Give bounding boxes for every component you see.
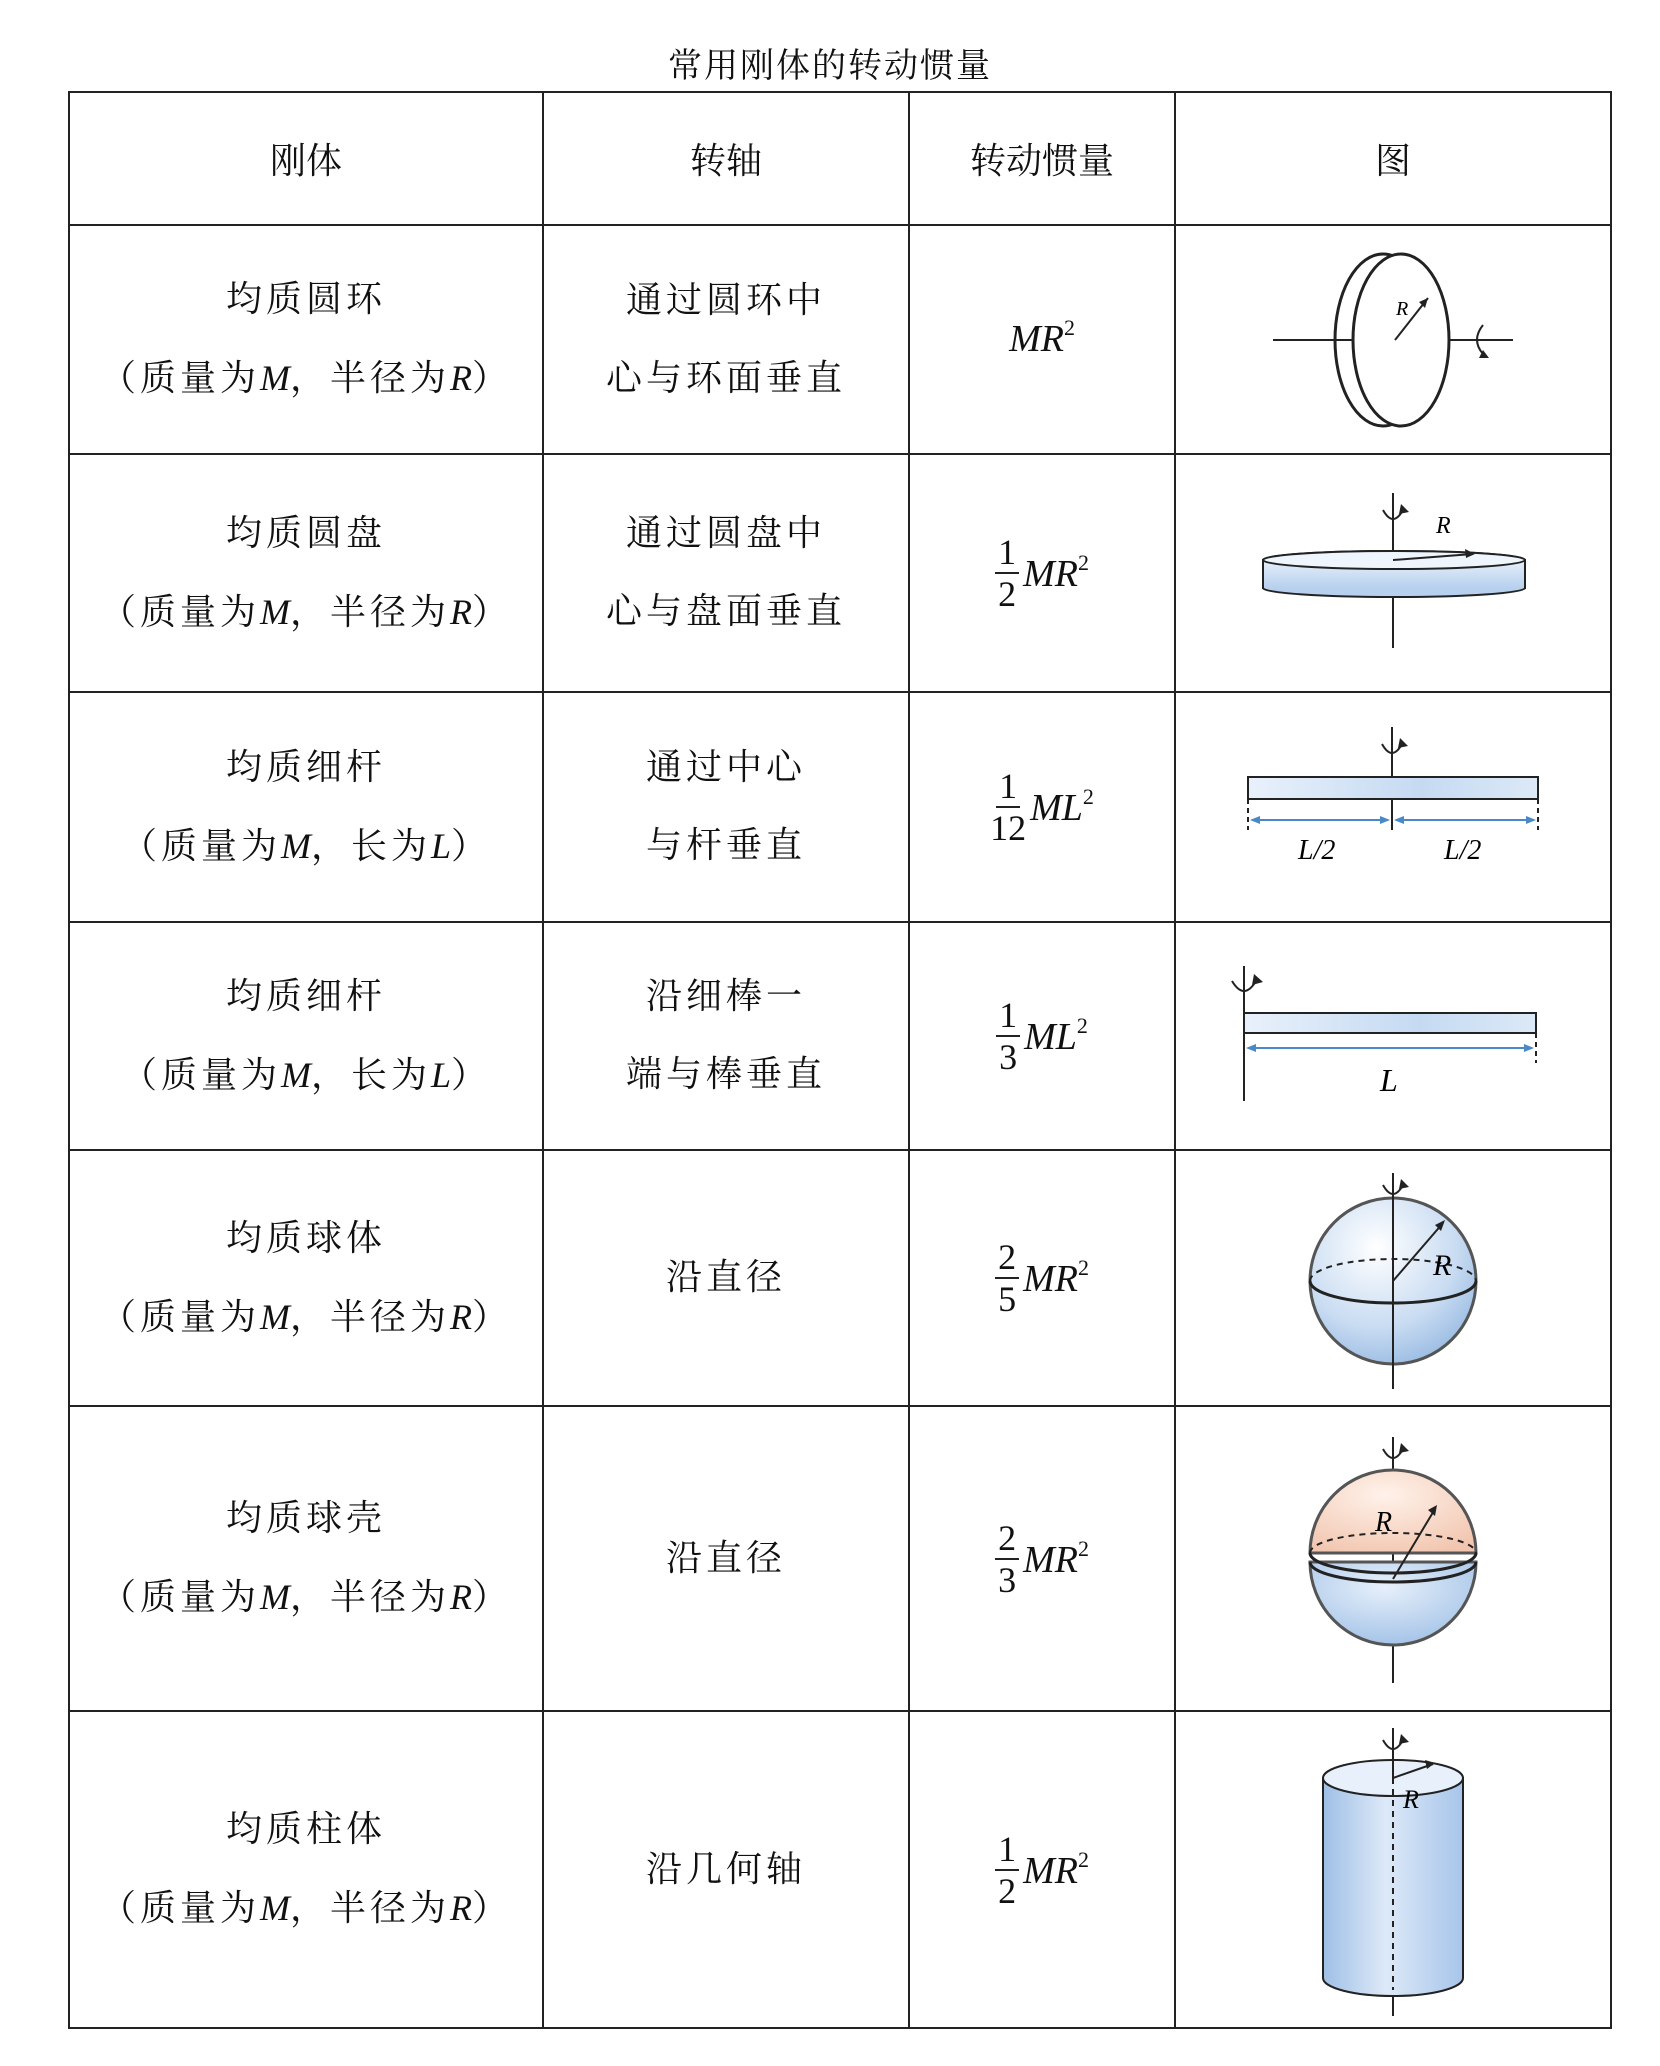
body-desc: （质量为M，半径为R）	[99, 1888, 513, 1929]
moment-cell	[909, 1406, 1175, 1711]
half-length-label: L/2	[1444, 835, 1482, 866]
header-axis: 转轴	[543, 92, 909, 225]
moment-of-inertia-table	[68, 91, 1612, 2029]
radius-label: R	[1403, 1784, 1419, 1814]
radius-label: R	[1375, 1506, 1393, 1538]
header-row	[69, 92, 1611, 225]
figure-cell	[1175, 1150, 1611, 1406]
header-body: 刚体	[69, 92, 543, 225]
figure-cell	[1175, 922, 1611, 1150]
body-name: 均质球壳	[225, 1498, 386, 1539]
moment-formula: $\frac{2}{5}$ $MR^2$	[995, 1237, 1089, 1319]
body-desc: （质量为M，半径为R）	[99, 358, 513, 399]
body-name: 均质球体	[225, 1217, 386, 1259]
axis-cell	[543, 1711, 909, 2028]
body-desc: （质量为M，半径为R）	[99, 1577, 513, 1618]
moment-formula: $\frac{1}{2}$ $MR^2$	[995, 532, 1089, 614]
body-cell	[69, 454, 543, 692]
body-name: 均质细杆	[225, 975, 386, 1017]
body-cell	[69, 692, 543, 922]
axis-line: 端与棒垂直	[625, 1054, 826, 1095]
axis-line: 心与环面垂直	[605, 357, 846, 399]
figure-cell	[1175, 454, 1611, 692]
body-desc: （质量为M，半径为R）	[99, 591, 513, 633]
moment-formula: $MR^2$	[1009, 314, 1075, 360]
body-desc: （质量为M，长为L）	[120, 825, 492, 867]
axis-cell	[543, 692, 909, 922]
figure-cell	[1175, 1711, 1611, 2028]
figure-cell	[1175, 692, 1611, 922]
axis-cell	[543, 454, 909, 692]
moment-cell	[909, 1711, 1175, 2028]
table-row	[69, 225, 1611, 454]
axis-line: 通过圆盘中	[625, 513, 826, 554]
moment-cell	[909, 225, 1175, 454]
axis-line: 通过中心	[645, 747, 806, 788]
body-name: 均质细杆	[225, 746, 386, 788]
ring-diagram-icon	[1243, 240, 1543, 440]
axis-line: 沿直径	[665, 1257, 786, 1298]
axis-line: 沿直径	[665, 1537, 786, 1579]
axis-line: 沿细棒一	[645, 976, 806, 1017]
axis-line: 与杆垂直	[645, 825, 806, 866]
table-row	[69, 922, 1611, 1150]
moment-formula: $\frac{1}{3}$ $ML^2$	[996, 995, 1088, 1077]
body-name: 均质圆环	[225, 279, 386, 320]
body-desc: （质量为M，半径为R）	[99, 1296, 513, 1338]
table-row	[69, 1406, 1611, 1711]
rod-end-diagram-icon	[1228, 951, 1558, 1121]
table-row	[69, 1150, 1611, 1406]
body-cell	[69, 1711, 543, 2028]
body-cell	[69, 922, 543, 1150]
moment-formula: $\frac{1}{12}$ $ML^2$	[990, 766, 1094, 848]
moment-cell	[909, 454, 1175, 692]
figure-cell	[1175, 1406, 1611, 1711]
table-row	[69, 692, 1611, 922]
moment-formula: $\frac{1}{2}$ $MR^2$	[995, 1829, 1089, 1911]
half-length-label: L/2	[1298, 835, 1336, 866]
length-label: L	[1380, 1062, 1398, 1098]
radius-label: R	[1396, 297, 1409, 320]
radius-label: R	[1436, 513, 1451, 539]
body-cell	[69, 225, 543, 454]
table-row	[69, 454, 1611, 692]
solid-sphere-diagram-icon	[1283, 1163, 1503, 1393]
radius-label: R	[1433, 1249, 1452, 1282]
body-name: 均质柱体	[225, 1809, 386, 1850]
axis-cell	[543, 922, 909, 1150]
moment-cell	[909, 922, 1175, 1150]
moment-cell	[909, 1150, 1175, 1406]
body-name: 均质圆盘	[225, 512, 386, 554]
moment-cell	[909, 692, 1175, 922]
disk-diagram-icon	[1243, 488, 1543, 658]
axis-line: 心与盘面垂直	[605, 591, 846, 632]
spherical-shell-diagram-icon	[1283, 1429, 1503, 1689]
body-desc: （质量为M，长为L）	[120, 1054, 492, 1096]
axis-cell	[543, 1406, 909, 1711]
table-row	[69, 1711, 1611, 2028]
header-figure: 图	[1175, 92, 1611, 225]
body-cell	[69, 1150, 543, 1406]
axis-line: 沿几何轴	[645, 1848, 806, 1890]
axis-cell	[543, 225, 909, 454]
header-moment: 转动惯量	[909, 92, 1175, 225]
axis-cell	[543, 1150, 909, 1406]
figure-cell	[1175, 225, 1611, 454]
cylinder-diagram-icon	[1283, 1720, 1503, 2020]
axis-line: 通过圆环中	[625, 279, 826, 321]
page-title: 常用刚体的转动惯量	[668, 46, 992, 86]
moment-formula: $\frac{2}{3}$ $MR^2$	[995, 1518, 1089, 1600]
body-cell	[69, 1406, 543, 1711]
rod-center-diagram-icon	[1238, 722, 1548, 892]
